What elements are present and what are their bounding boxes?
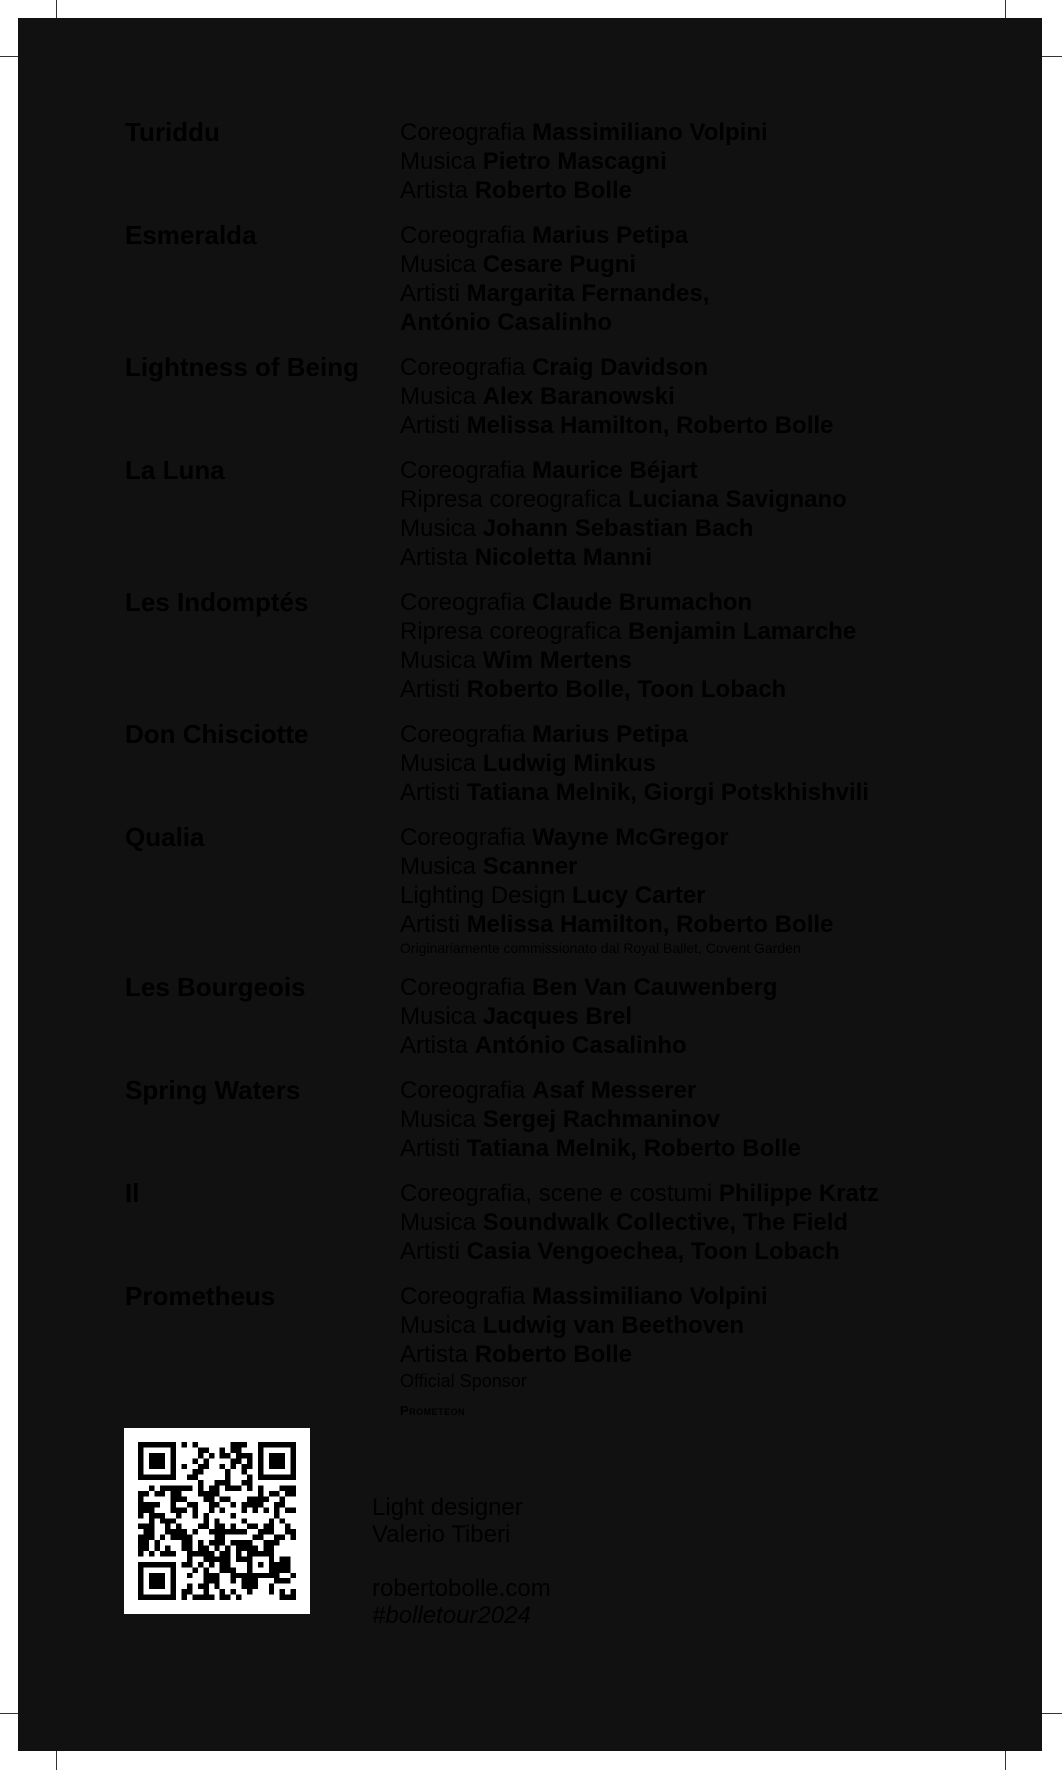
credit-role: Coreografia xyxy=(400,721,533,748)
credit-line xyxy=(400,1105,801,1134)
sponsor-logo: Prometeon xyxy=(400,1403,466,1418)
credit-line xyxy=(400,778,869,807)
credit-names: Melissa Hamilton, Roberto Bolle xyxy=(466,911,834,938)
credit-line xyxy=(400,973,777,1002)
piece-title: Spring Waters xyxy=(125,1075,301,1105)
programme-item xyxy=(125,1179,985,1266)
footer-info xyxy=(372,1494,551,1629)
credit-line xyxy=(400,382,833,411)
credit-line xyxy=(400,456,847,485)
piece-title: Don Chisciotte xyxy=(125,719,309,749)
credit-names: Roberto Bolle xyxy=(474,177,633,204)
credit-names: Luciana Savignano xyxy=(628,486,847,513)
credit-names: Maurice Béjart xyxy=(532,457,698,484)
programme-item xyxy=(125,588,985,704)
credit-role: Artisti xyxy=(400,676,467,703)
credit-line xyxy=(400,543,847,572)
credit-role: Musica xyxy=(400,251,483,278)
credit-line xyxy=(400,176,768,205)
credit-names: Marius Petipa xyxy=(532,721,689,748)
credit-names: Scanner xyxy=(482,853,578,880)
credit-names: Claude Brumachon xyxy=(532,589,753,616)
piece-credits xyxy=(400,720,869,807)
credit-role: Artisti xyxy=(400,412,467,439)
credit-role: Coreografia xyxy=(400,824,533,851)
credit-names: Jacques Brel xyxy=(482,1003,633,1030)
qr-code[interactable] xyxy=(124,1428,310,1614)
credit-names: Ludwig van Beethoven xyxy=(482,1312,745,1339)
credit-names: Marius Petipa xyxy=(532,222,689,249)
light-designer-label: Light designer xyxy=(372,1494,523,1521)
credit-names: Roberto Bolle xyxy=(474,1341,633,1368)
credit-line xyxy=(400,881,833,910)
credit-line xyxy=(400,749,869,778)
credit-role: Artisti xyxy=(400,911,467,938)
credit-names: António Casalinho xyxy=(400,309,612,336)
credit-role: Artista xyxy=(400,177,475,204)
credit-line xyxy=(400,279,709,308)
credit-names: Roberto Bolle, Toon Lobach xyxy=(466,676,787,703)
credit-role: Ripresa coreografica xyxy=(400,486,629,513)
credit-names: Asaf Messerer xyxy=(532,1077,697,1104)
piece-title: Turiddu xyxy=(125,117,220,147)
credit-line xyxy=(400,1031,777,1060)
credit-names: Craig Davidson xyxy=(532,354,709,381)
light-designer-name: Valerio Tiberi xyxy=(372,1521,511,1548)
credit-role: Musica xyxy=(400,647,483,674)
credit-line xyxy=(400,588,856,617)
credit-role: Artista xyxy=(400,1341,475,1368)
credit-line xyxy=(400,118,768,147)
credit-line xyxy=(400,720,869,749)
credit-names: Pietro Mascagni xyxy=(482,148,667,175)
credit-names: Wayne McGregor xyxy=(532,824,729,851)
programme-item xyxy=(125,118,985,205)
piece-title: Les Indomptés xyxy=(125,587,309,617)
piece-credits xyxy=(400,353,833,440)
programme-item xyxy=(125,720,985,807)
credit-line xyxy=(400,1340,768,1369)
credit-names: Margarita Fernandes, xyxy=(466,280,710,307)
credit-role: Artista xyxy=(400,544,475,571)
piece-credits xyxy=(400,1282,768,1419)
piece-credits xyxy=(400,221,709,337)
programme-item xyxy=(125,221,985,337)
credit-line xyxy=(400,308,709,337)
hashtag: #bolletour2024 xyxy=(372,1602,531,1629)
credit-line xyxy=(400,514,847,543)
credit-line xyxy=(400,147,768,176)
credit-role: Lighting Design xyxy=(400,882,573,909)
credit-line xyxy=(400,910,833,939)
piece-title: Esmeralda xyxy=(125,220,257,250)
credit-line xyxy=(400,852,833,881)
credit-names: Alex Baranowski xyxy=(482,383,675,410)
credit-line xyxy=(400,1076,801,1105)
credit-line xyxy=(400,1179,879,1208)
programme-list xyxy=(125,118,985,1435)
credit-role: Coreografia xyxy=(400,1077,533,1104)
credit-line xyxy=(400,353,833,382)
credit-line xyxy=(400,617,856,646)
credit-names: Ben Van Cauwenberg xyxy=(532,974,778,1001)
credit-line xyxy=(400,1282,768,1311)
piece-credits xyxy=(400,823,833,957)
piece-credits xyxy=(400,973,777,1060)
credit-names: Sergej Rachmaninov xyxy=(482,1106,721,1133)
credit-role: Musica xyxy=(400,515,483,542)
credit-role: Musica xyxy=(400,1312,483,1339)
credit-line xyxy=(400,250,709,279)
credit-names: Melissa Hamilton, Roberto Bolle xyxy=(466,412,834,439)
piece-title: Qualia xyxy=(125,822,205,852)
piece-credits xyxy=(400,588,856,704)
credit-role: Coreografia xyxy=(400,354,533,381)
credit-names: Casia Vengoechea, Toon Lobach xyxy=(466,1238,840,1265)
credit-role: Coreografia xyxy=(400,974,533,1001)
credit-role: Coreografia xyxy=(400,119,533,146)
piece-title: Les Bourgeois xyxy=(125,972,306,1002)
credit-role: Artista xyxy=(400,1032,475,1059)
credit-line xyxy=(400,1208,879,1237)
website-link[interactable]: robertobolle.com xyxy=(372,1575,551,1602)
credit-role: Musica xyxy=(400,1209,483,1236)
credit-line xyxy=(400,1237,879,1266)
credit-role: Artisti xyxy=(400,1238,467,1265)
credit-line xyxy=(400,411,833,440)
credit-names: Benjamin Lamarche xyxy=(628,618,857,645)
programme-item xyxy=(125,1076,985,1163)
credit-role: Artisti xyxy=(400,1135,467,1162)
credit-names: Cesare Pugni xyxy=(482,251,637,278)
credit-role: Musica xyxy=(400,148,483,175)
piece-credits xyxy=(400,1076,801,1163)
credit-role: Musica xyxy=(400,1003,483,1030)
credit-names: Nicoletta Manni xyxy=(474,544,653,571)
credit-names: Massimiliano Volpini xyxy=(532,119,768,146)
credit-names: Massimiliano Volpini xyxy=(532,1283,768,1310)
credit-line xyxy=(400,823,833,852)
piece-title: Lightness of Being xyxy=(125,352,359,382)
programme-item xyxy=(125,973,985,1060)
credit-role: Coreografia, scene e costumi xyxy=(400,1180,719,1207)
piece-credits xyxy=(400,1179,879,1266)
piece-note: Originariamente commissionato dal Royal Ballet, Covent Garden xyxy=(400,940,801,956)
credit-names: Lucy Carter xyxy=(572,882,706,909)
credit-role: Coreografia xyxy=(400,457,533,484)
credit-line xyxy=(400,1311,768,1340)
programme-item xyxy=(125,823,985,957)
programme-item xyxy=(125,1282,985,1419)
credit-role: Coreografia xyxy=(400,222,533,249)
piece-title: Il xyxy=(125,1178,140,1208)
credit-role: Musica xyxy=(400,853,483,880)
credit-role: Artisti xyxy=(400,779,467,806)
credit-line xyxy=(400,675,856,704)
programme-item xyxy=(125,456,985,572)
credit-line xyxy=(400,485,847,514)
credit-line xyxy=(400,1002,777,1031)
credit-role: Musica xyxy=(400,1106,483,1133)
credit-role: Artisti xyxy=(400,280,467,307)
sponsor-label: Official Sponsor xyxy=(400,1371,527,1391)
credit-role: Coreografia xyxy=(400,1283,533,1310)
credit-names: Wim Mertens xyxy=(482,647,632,674)
credit-role: Musica xyxy=(400,383,483,410)
credit-role: Ripresa coreografica xyxy=(400,618,629,645)
piece-credits xyxy=(400,456,847,572)
credit-names: Ludwig Minkus xyxy=(482,750,657,777)
piece-title: La Luna xyxy=(125,455,225,485)
credit-role: Musica xyxy=(400,750,483,777)
credit-names: Johann Sebastian Bach xyxy=(482,515,754,542)
credit-line xyxy=(400,1134,801,1163)
qr-code-icon xyxy=(138,1442,296,1600)
piece-credits xyxy=(400,118,768,205)
programme-item xyxy=(125,353,985,440)
credit-line xyxy=(400,221,709,250)
credit-names: Tatiana Melnik, Roberto Bolle xyxy=(466,1135,801,1162)
credit-names: António Casalinho xyxy=(474,1032,687,1059)
credit-names: Soundwalk Collective, The Field xyxy=(482,1209,849,1236)
credit-names: Philippe Kratz xyxy=(718,1180,879,1207)
credit-role: Coreografia xyxy=(400,589,533,616)
piece-title: Prometheus xyxy=(125,1281,276,1311)
credit-line xyxy=(400,646,856,675)
credit-names: Tatiana Melnik, Giorgi Potskhishvili xyxy=(466,779,869,806)
